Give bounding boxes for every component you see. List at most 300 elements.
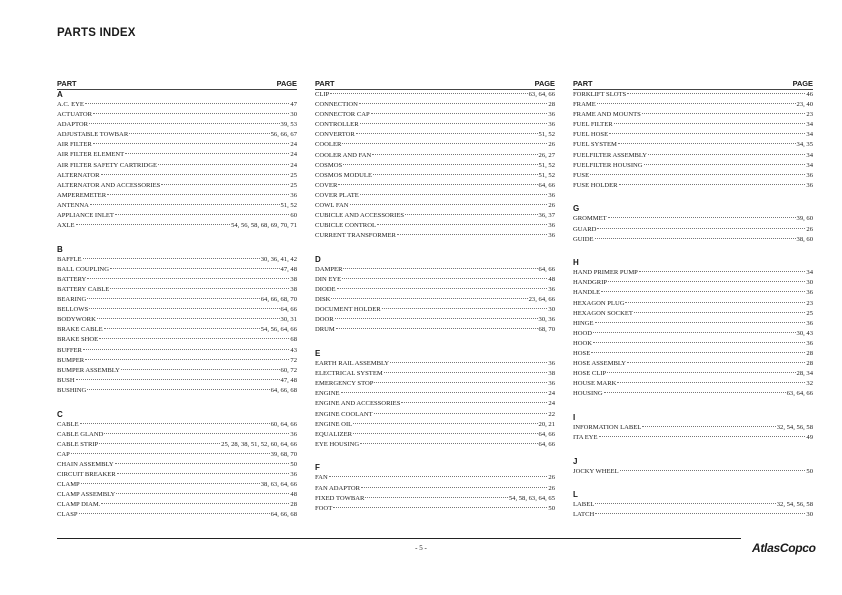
section-letter: L [573, 490, 578, 500]
dot-leader [83, 349, 289, 350]
part-name: APPLIANCE INLET [57, 212, 114, 220]
part-name: CONNECTOR CAP [315, 111, 370, 119]
index-entry [315, 201, 555, 211]
index-entry [573, 467, 813, 477]
section-letter: C [57, 409, 63, 419]
page-refs: 23, 64, 66 [528, 296, 555, 304]
dot-leader [353, 433, 538, 434]
page-refs: 32 [806, 380, 813, 388]
dot-leader [374, 382, 547, 383]
section-letter: I [573, 412, 576, 422]
part-name: CHAIN ASSEMBLY [57, 460, 114, 468]
index-entry [315, 100, 555, 110]
page-refs: 64, 66 [538, 430, 555, 438]
index-entry [57, 110, 297, 120]
part-name: ENGINE AND ACCESSORIES [315, 400, 401, 408]
dot-leader [620, 470, 806, 471]
page-refs: 34 [806, 131, 813, 139]
page-header: PAGE [792, 79, 813, 88]
dot-leader [614, 123, 806, 124]
page-refs: 64, 66 [538, 440, 555, 448]
page-title: PARTS INDEX [57, 27, 136, 39]
page-refs: 28, 34 [796, 370, 813, 378]
dot-leader [360, 443, 537, 444]
dot-leader [337, 288, 548, 289]
page-refs: 68 [290, 336, 297, 344]
dot-leader [353, 423, 537, 424]
part-name: HANDLE [573, 289, 601, 297]
index-entry [573, 309, 813, 319]
page-refs: 51, 52 [280, 201, 297, 209]
dot-leader [618, 143, 796, 144]
dot-leader [359, 103, 548, 104]
part-name: BRAKE SHOE [57, 336, 99, 344]
part-name: COSMOS MODULE [315, 171, 372, 179]
part-name: ANTENNA [57, 201, 89, 209]
page-refs: 36 [548, 286, 555, 294]
index-entry [573, 90, 813, 100]
dot-leader [343, 164, 537, 165]
index-entry [57, 440, 297, 450]
part-name: EYE HOUSING [315, 440, 360, 448]
index-entry [57, 460, 297, 470]
index-entry [57, 500, 297, 510]
section-letter: G [573, 204, 580, 214]
index-entry [57, 335, 297, 345]
dot-leader [360, 194, 548, 195]
part-name: AIR FILTER ELEMENT [57, 151, 125, 159]
page-refs: 28 [806, 349, 813, 357]
index-entry [315, 275, 555, 285]
index-entry [315, 325, 555, 335]
page-refs: 26, 27 [538, 151, 555, 159]
index-entry [315, 359, 555, 369]
page-refs: 23 [806, 111, 813, 119]
index-entry [57, 130, 297, 140]
page-refs: 34 [806, 269, 813, 277]
index-entry [57, 510, 297, 520]
page-refs: 26 [548, 484, 555, 492]
dot-leader [597, 228, 805, 229]
dot-leader [608, 281, 805, 282]
dot-leader [79, 513, 270, 514]
page-refs: 54, 58, 63, 64, 65 [508, 494, 555, 502]
dot-leader [117, 473, 290, 474]
part-name: HANDGRIP [573, 279, 608, 287]
dot-leader [595, 513, 805, 514]
index-entry [57, 480, 297, 490]
part-name: FUEL HOSE [573, 131, 609, 139]
dot-leader [336, 328, 538, 329]
page-refs: 36 [806, 319, 813, 327]
dot-leader [382, 308, 548, 309]
dot-leader [330, 93, 527, 94]
part-name: ELECTRICAL SYSTEM [315, 370, 383, 378]
part-name: COVER [315, 181, 338, 189]
index-entry [315, 161, 555, 171]
page-refs: 72 [290, 356, 297, 364]
index-entry [315, 440, 555, 450]
section-letter: A [57, 90, 63, 99]
dot-leader [405, 214, 537, 215]
dot-leader [397, 234, 547, 235]
index-entry [57, 470, 297, 480]
dot-leader [90, 204, 280, 205]
part-name: CONTROLLER [315, 121, 359, 129]
page-refs: 22 [548, 410, 555, 418]
page-refs: 54, 56, 58, 68, 69, 70, 71 [231, 222, 297, 230]
page-refs: 50 [806, 467, 813, 475]
dot-leader [80, 423, 270, 424]
index-entry [57, 211, 297, 221]
part-name: FUELFILTER ASSEMBLY [573, 151, 648, 159]
page-refs: 23, 40 [796, 101, 813, 109]
index-entry [573, 278, 813, 288]
brand-logo: AtlasCopco [752, 541, 816, 555]
section-letter: B [57, 244, 63, 254]
page-refs: 26 [806, 225, 813, 233]
index-section [315, 349, 555, 450]
index-section [573, 258, 813, 399]
dot-leader [101, 174, 290, 175]
part-name: CURRENT TRANSFORMER [315, 232, 396, 240]
page-refs: 24 [548, 390, 555, 398]
index-entry [57, 305, 297, 315]
page-refs: 26 [548, 202, 555, 210]
index-entry [573, 235, 813, 245]
page-refs: 38 [290, 275, 297, 283]
index-entry [57, 221, 297, 231]
dot-leader [85, 359, 289, 360]
dot-leader [642, 113, 806, 114]
index-entry [573, 171, 813, 181]
index-entry [57, 430, 297, 440]
index-entry [315, 420, 555, 430]
part-name: COVER PLATE [315, 191, 359, 199]
page-refs: 36 [806, 181, 813, 189]
page-refs: 63, 64, 66 [786, 390, 813, 398]
part-name: GUARD [573, 225, 597, 233]
page-refs: 36 [806, 339, 813, 347]
part-name: HEXAGON PLUG [573, 299, 625, 307]
dot-leader [642, 426, 775, 427]
part-name: AIR FILTER [57, 141, 92, 149]
dot-leader [335, 318, 538, 319]
index-entry [315, 369, 555, 379]
part-name: COOLER AND FAN [315, 151, 372, 159]
footer-divider [57, 538, 741, 539]
page-refs: 54, 56, 64, 66 [260, 326, 297, 334]
index-entry [573, 349, 813, 359]
index-entry [315, 484, 555, 494]
part-name: HOSE ASSEMBLY [573, 360, 627, 368]
dot-leader [161, 184, 289, 185]
dot-leader [627, 362, 805, 363]
dot-leader [390, 362, 547, 363]
dot-leader [331, 298, 527, 299]
dot-leader [356, 133, 538, 134]
index-entry [315, 110, 555, 120]
part-name: HOUSING [573, 390, 603, 398]
dot-leader [595, 238, 796, 239]
part-name: ALTERNATOR AND ACCESSORIES [57, 181, 161, 189]
dot-leader [158, 164, 289, 165]
page-refs: 60 [290, 212, 297, 220]
dot-leader [71, 453, 270, 454]
part-name: AXLE [57, 222, 75, 230]
part-name: BUSHING [57, 386, 87, 394]
part-name: DIN EYE [315, 276, 342, 283]
page-refs: 23 [806, 299, 813, 307]
part-header: PART [57, 79, 77, 88]
section-letter: J [573, 456, 578, 466]
part-name: ENGINE OIL [315, 420, 353, 428]
index-entry [315, 231, 555, 241]
dot-leader [365, 497, 507, 498]
page-refs: 32, 54, 56, 58 [776, 501, 813, 509]
page-refs: 36 [290, 471, 297, 478]
dot-leader [129, 133, 269, 134]
part-name: FUSE HOLDER [573, 181, 618, 189]
page-refs: 30 [290, 111, 297, 119]
index-section [573, 90, 813, 191]
part-name: CABLE [57, 420, 79, 428]
index-entry [57, 201, 297, 211]
index-entry [315, 171, 555, 181]
section-letter: H [573, 258, 579, 268]
page-refs: 30 [806, 511, 813, 519]
part-name: BATTERY [57, 275, 87, 283]
page-refs: 24 [290, 161, 297, 169]
dot-leader [107, 194, 289, 195]
part-name: BUSH [57, 376, 75, 384]
dot-leader [99, 338, 289, 339]
index-entry [57, 161, 297, 171]
page-refs: 36, 37 [538, 212, 555, 220]
index-entry [573, 423, 813, 433]
page-refs: 30, 36, 41, 42 [260, 255, 297, 263]
part-name: EMERGENCY STOP [315, 380, 374, 388]
part-name: FUSE [573, 171, 590, 179]
index-entry [573, 140, 813, 150]
page-refs: 36 [548, 360, 555, 368]
part-name: HOOD [573, 329, 593, 337]
part-name: DOCUMENT HOLDER [315, 306, 381, 314]
dot-leader [121, 369, 280, 370]
index-entry [57, 420, 297, 430]
index-entry [315, 399, 555, 409]
index-section [573, 490, 813, 520]
page-refs: 36 [806, 289, 813, 297]
dot-leader [87, 278, 289, 279]
page-refs: 50 [548, 504, 555, 512]
index-entry [57, 325, 297, 335]
index-entry [57, 150, 297, 160]
page-refs: 47, 48 [280, 265, 297, 273]
index-entry [573, 100, 813, 110]
part-name: A.C. EYE [57, 101, 84, 108]
dot-leader [639, 271, 806, 272]
page-refs: 30, 36 [538, 316, 555, 324]
index-entry [573, 161, 813, 171]
page-refs: 36 [806, 171, 813, 179]
index-entry [315, 181, 555, 191]
page-refs: 36 [548, 380, 555, 388]
page-refs: 26 [548, 474, 555, 482]
dot-leader [99, 443, 220, 444]
index-entry [57, 356, 297, 366]
column-header [315, 79, 555, 90]
column-header [573, 79, 813, 90]
dot-leader [76, 224, 230, 225]
index-section [315, 90, 555, 241]
page-refs: 32, 54, 56, 58 [776, 423, 813, 431]
page-refs: 30 [548, 306, 555, 314]
part-name: ALTERNATOR [57, 171, 100, 179]
index-entry [315, 305, 555, 315]
part-name: CIRCUIT BREAKER [57, 471, 116, 478]
part-name: LATCH [573, 511, 595, 519]
index-section [573, 204, 813, 244]
index-entry [57, 120, 297, 130]
index-entry [57, 376, 297, 386]
page-refs: 64, 66, 68 [270, 511, 297, 519]
dot-leader [93, 113, 289, 114]
part-name: HOSE CLIP [573, 370, 607, 378]
dot-leader [341, 392, 548, 393]
index-entry [573, 319, 813, 329]
part-header: PART [315, 79, 335, 88]
part-name: BALL COUPLING [57, 265, 109, 273]
dot-leader [115, 463, 290, 464]
dot-leader [104, 328, 260, 329]
page-refs: 34, 35 [796, 141, 813, 149]
page-header: PAGE [276, 79, 297, 88]
dot-leader [350, 204, 548, 205]
page-refs: 25, 28, 38, 51, 52, 60, 64, 66 [221, 440, 297, 448]
page-refs: 25 [806, 309, 813, 317]
index-entry [573, 130, 813, 140]
index-entry [57, 366, 297, 376]
part-name: CLAMP DIAM. [57, 501, 101, 509]
index-entry [57, 100, 297, 110]
dot-leader [374, 413, 548, 414]
index-entry [57, 450, 297, 460]
part-name: BELLOWS [57, 306, 89, 314]
page-refs: 64, 66 [280, 306, 297, 314]
part-name: CAP [57, 450, 70, 458]
part-name: DAMPER [315, 265, 343, 273]
page-refs: 36 [548, 121, 555, 129]
index-section [315, 463, 555, 513]
index-entry [315, 295, 555, 305]
page-refs: 48 [290, 491, 297, 499]
index-column-3 [573, 79, 813, 520]
index-entry [57, 181, 297, 191]
dot-leader [85, 103, 289, 104]
page-refs: 28 [806, 360, 813, 368]
dot-leader [338, 184, 537, 185]
index-entry [315, 410, 555, 420]
index-entry [315, 430, 555, 440]
index-entry [315, 389, 555, 399]
page-refs: 48 [548, 276, 555, 283]
dot-leader [591, 352, 805, 353]
part-name: GROMMET [573, 215, 607, 223]
index-entry [315, 191, 555, 201]
dot-leader [342, 143, 547, 144]
page-refs: 64, 66 [538, 265, 555, 273]
index-entry [57, 265, 297, 275]
dot-leader [333, 507, 547, 508]
index-entry [57, 490, 297, 500]
part-name: ADAPTOR [57, 121, 89, 129]
page-refs: 64, 66 [538, 181, 555, 189]
part-name: FRAME [573, 101, 596, 109]
page-refs: 50 [290, 460, 297, 468]
dot-leader [329, 476, 548, 477]
part-name: AIR FILTER SAFETY CARTRIDGE [57, 161, 158, 169]
part-name: EARTH RAIL ASSEMBLY [315, 360, 390, 368]
dot-leader [116, 493, 289, 494]
index-entry [315, 151, 555, 161]
index-entry [315, 473, 555, 483]
index-entry [57, 315, 297, 325]
page-refs: 49 [806, 434, 813, 442]
part-name: CONVERTOR [315, 131, 355, 139]
dot-leader [607, 372, 795, 373]
dot-leader [110, 288, 289, 289]
index-entry [315, 120, 555, 130]
page-refs: 34 [806, 161, 813, 169]
index-entry [57, 386, 297, 396]
index-entry [315, 379, 555, 389]
dot-leader [76, 379, 280, 380]
dot-leader [342, 278, 547, 279]
page-refs: 25 [290, 171, 297, 179]
part-name: AMPEREMETER [57, 191, 107, 199]
part-name: CABLE GLAND [57, 430, 104, 438]
page-refs: 39, 68, 70 [270, 450, 297, 458]
index-entry [573, 288, 813, 298]
dot-leader [625, 302, 805, 303]
dot-leader [93, 143, 290, 144]
section-letter: E [315, 349, 321, 359]
index-entry [315, 315, 555, 325]
part-name: CLASP [57, 511, 78, 519]
dot-leader [371, 113, 548, 114]
part-name: CUBICLE AND ACCESSORIES [315, 212, 405, 220]
index-entry [315, 504, 555, 514]
index-section [57, 245, 297, 396]
index-entry [573, 181, 813, 191]
part-name: FOOT [315, 504, 333, 512]
page-refs: 46 [806, 91, 813, 98]
page-refs: 63, 64, 66 [528, 91, 555, 98]
page-refs: 51, 52 [538, 171, 555, 179]
part-name: CLAMP ASSEMBLY [57, 491, 116, 499]
index-entry [573, 299, 813, 309]
dot-leader [101, 503, 289, 504]
dot-leader [593, 332, 795, 333]
page-refs: 38, 63, 64, 66 [260, 481, 297, 489]
index-entry [573, 120, 813, 130]
dot-leader [648, 154, 805, 155]
part-name: FORKLIFT SLOTS [573, 91, 627, 98]
page-refs: 51, 52 [538, 161, 555, 169]
part-name: FIXED TOWBAR [315, 494, 365, 502]
dot-leader [97, 318, 280, 319]
